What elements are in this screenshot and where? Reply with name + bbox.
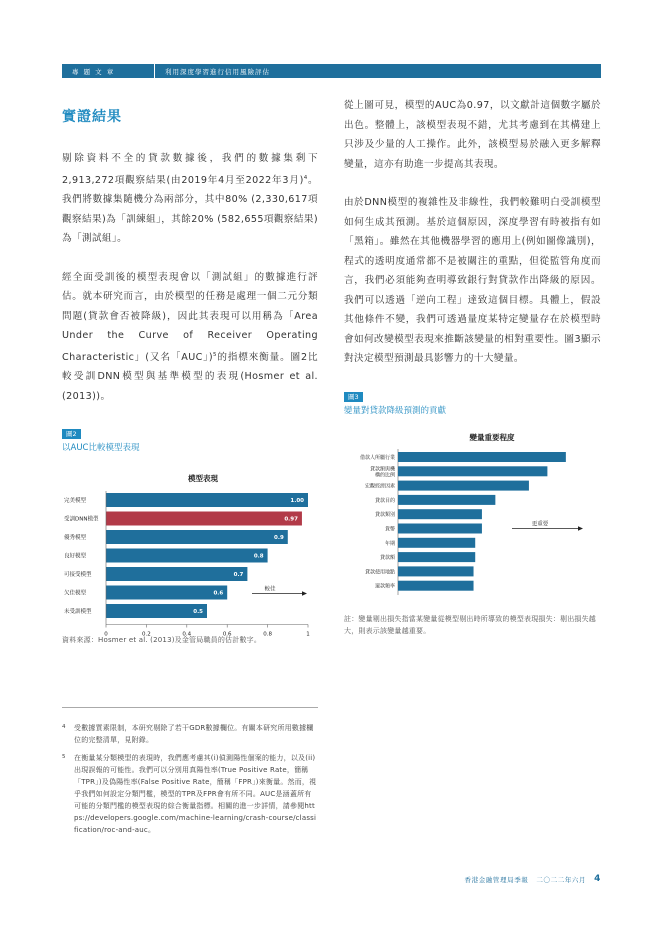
publication-name: 香港金融管理局季報 xyxy=(464,875,529,884)
bar xyxy=(106,549,268,563)
footnotes xyxy=(62,722,318,842)
category-label: 貸款目的 xyxy=(374,497,395,504)
footnote-number: 5 xyxy=(62,754,66,760)
chart-title: 變量重要程度 xyxy=(469,432,515,442)
paragraph-auc-result: 從上圖可見，模型的AUC為0.97，以文獻計這個數字屬於出色。整體上，該模型表現不錯，尤其考慮到在其構建上只涉及少量的人工操作。此外，該模型易於融入更多解釋變量，這亦有助進一步提高其表現。 xyxy=(344,100,601,170)
bar-value-label: 0.6 xyxy=(213,591,224,598)
footnote-text: 在衡量某分類模型的表現時，我們應考慮其(i)偵測陽性個案的能力，以及(ii)出現誤報的可能性。我們可以分別用真陽性率(True Positive Rate，簡稱「TPR」)及偽陽性率(False Positive Rate，簡稱「FPR」)來衡量。然而，視乎我們如何設定分類門檻，模型的TPR及FPR會有所不同。AUC是涵蓋所有可能的分類門檻的模型表現的綜合衡量指標。相關的進一步詳情，請參閱https://developers.google.com/machine-learning/crash-course/classification/roc-and-auc。 xyxy=(74,754,317,834)
x-tick-label: 0 xyxy=(104,631,108,638)
figure-2-source: 資料來源：Hosmer et al. (2013)及金管局職員的估計數字。 xyxy=(62,636,262,645)
left-column xyxy=(62,100,318,645)
category-label: 年期 xyxy=(384,540,395,547)
figure-3-title: 變量對貸款降級預測的貢獻 xyxy=(344,405,447,416)
chart-title: 模型表現 xyxy=(188,474,218,484)
figure-2-label: 圖2 xyxy=(62,429,81,439)
category-label: 良好模型 xyxy=(64,553,87,560)
category-label: 受訓DNN模型 xyxy=(64,516,99,523)
figure-2-title: 以AUC比較模型表現 xyxy=(62,443,140,454)
figure-3-note: 註：變量剔出損失指當某變量從模型剔出時所導致的模型表現損失：剔出損失越大，則表示該變量越重要。 xyxy=(344,614,596,635)
chart-auc-comparison xyxy=(62,453,318,638)
header-bar xyxy=(62,64,601,78)
chart-variable-importance xyxy=(344,416,601,601)
bar-value-label: 0.97 xyxy=(284,517,298,524)
bar-value-label: 0.5 xyxy=(193,609,203,616)
publication-date: 二〇二二年六月 xyxy=(536,875,587,884)
category-label: 貸款類別 xyxy=(374,511,395,518)
right-column xyxy=(344,100,601,637)
footnote-divider xyxy=(62,707,318,708)
paragraph-dataset: 剔除資料不全的貸款數據後，我們的數據集剩下2,913,272項觀察結果(由2019年4月至2022年3月)$^4$。我們將數據集隨機分為兩部分，其中80% (2,330,617項觀察結果)為「訓練組」，其餘20% (582,655項觀察結果)為「測試組」。 xyxy=(62,153,318,245)
bar xyxy=(398,537,475,547)
bar-value-label: 0.9 xyxy=(274,535,284,542)
bar xyxy=(106,586,227,600)
figure-3-label: 圖3 xyxy=(344,392,363,402)
category-label: 未受訓模型 xyxy=(64,609,92,616)
bar xyxy=(398,580,474,590)
bar xyxy=(106,530,288,544)
bar xyxy=(106,512,302,526)
bar xyxy=(106,493,308,507)
category-label: 貸款額 xyxy=(379,554,395,561)
bar xyxy=(106,567,247,581)
bar xyxy=(398,566,474,576)
x-tick-label: 0.4 xyxy=(182,631,192,638)
page-footer xyxy=(465,874,601,884)
category-label: 貸款使用地點 xyxy=(364,568,395,575)
category-label: 欠佳模型 xyxy=(64,590,87,597)
category-label-line2: 構的比例 xyxy=(374,471,395,478)
bar xyxy=(398,466,547,476)
bar xyxy=(398,480,529,490)
x-tick-label: 0.6 xyxy=(222,631,232,638)
category-label: 貨幣 xyxy=(384,526,395,532)
bar xyxy=(398,523,482,533)
category-label: 完美模型 xyxy=(64,498,87,505)
category-label-line1: 貸款額與機 xyxy=(369,465,395,472)
bar xyxy=(398,552,475,562)
category-label: 可接受模型 xyxy=(64,572,92,579)
footnote-text: 受數據質素限制，本研究剔除了若干GDR數據欄位。有關本研究所用數據欄位的完整清單，見附錄。 xyxy=(74,724,314,744)
bar-value-label: 1.00 xyxy=(290,498,304,505)
annotation-arrow-head xyxy=(578,526,583,530)
annotation-arrow-head xyxy=(302,592,307,596)
figure-2 xyxy=(62,421,318,645)
footnote-5 xyxy=(62,752,318,836)
bar xyxy=(398,452,566,462)
x-tick-label: 1 xyxy=(306,631,310,638)
category-label: 還款頻率 xyxy=(374,583,395,590)
category-label: 宏觀經濟因素 xyxy=(364,483,395,490)
bar-value-label: 0.8 xyxy=(253,554,264,561)
x-tick-label: 0.8 xyxy=(263,631,272,638)
header-article-title: 利用深度學習進行信用風險評估 xyxy=(165,67,270,76)
footnote-number: 4 xyxy=(62,724,66,730)
bar-value-label: 0.7 xyxy=(233,572,244,579)
annotation-label: 更重要 xyxy=(531,521,549,527)
bar xyxy=(106,604,207,618)
section-heading: 實證結果 xyxy=(62,109,122,125)
footnote-ref-5: 5 xyxy=(212,351,217,358)
footnote-4 xyxy=(62,722,318,746)
paragraph-evaluation: 經全面受訓後的模型表現會以「測試組」的數據進行評估。就本研究而言，由於模型的任務是處理一個二元分類問題(貸款會否被降級)，因此其表現可以用稱為「Area Under the Curve of Receiver Operating Characteristic」(又名「AUC」)$^5$的指標來衡量。圖2比較受訓DNN模型與基準模型的表現(Hosmer et al. (2013))。 xyxy=(62,271,318,402)
annotation-label: 較佳 xyxy=(264,586,276,593)
page-number: 4 xyxy=(594,874,601,884)
paragraph-black-box: 由於DNN模型的複雜性及非線性，我們較難明白受訓模型如何生成其預測。基於這個原因，深度學習有時被指有如「黑箱」。雖然在其他機器學習的應用上(例如圖像識別)，程式的透明度通常都不是被關注的重點，但從監管角度而言，我們必須能夠查明導致銀行對貸款作出降級的原因。我們可以透過「逆向工程」達致這個目標。具體上，假設其他條件不變，我們可透過量度某特定變量存在於模型時會如何改變模型表現來推斷該變量的相對重要性。圖3顯示對決定模型預測最具影響力的十大變量。 xyxy=(344,197,601,364)
category-label: 借款人所屬行業 xyxy=(359,454,395,461)
header-section-label: 專 題 文 章 xyxy=(62,64,155,78)
bar xyxy=(398,494,495,504)
footnote-ref-4: 4 xyxy=(303,174,308,181)
x-tick-label: 0.2 xyxy=(142,631,151,638)
bar xyxy=(398,509,482,519)
figure-3 xyxy=(344,384,601,637)
category-label: 優秀模型 xyxy=(64,535,87,542)
